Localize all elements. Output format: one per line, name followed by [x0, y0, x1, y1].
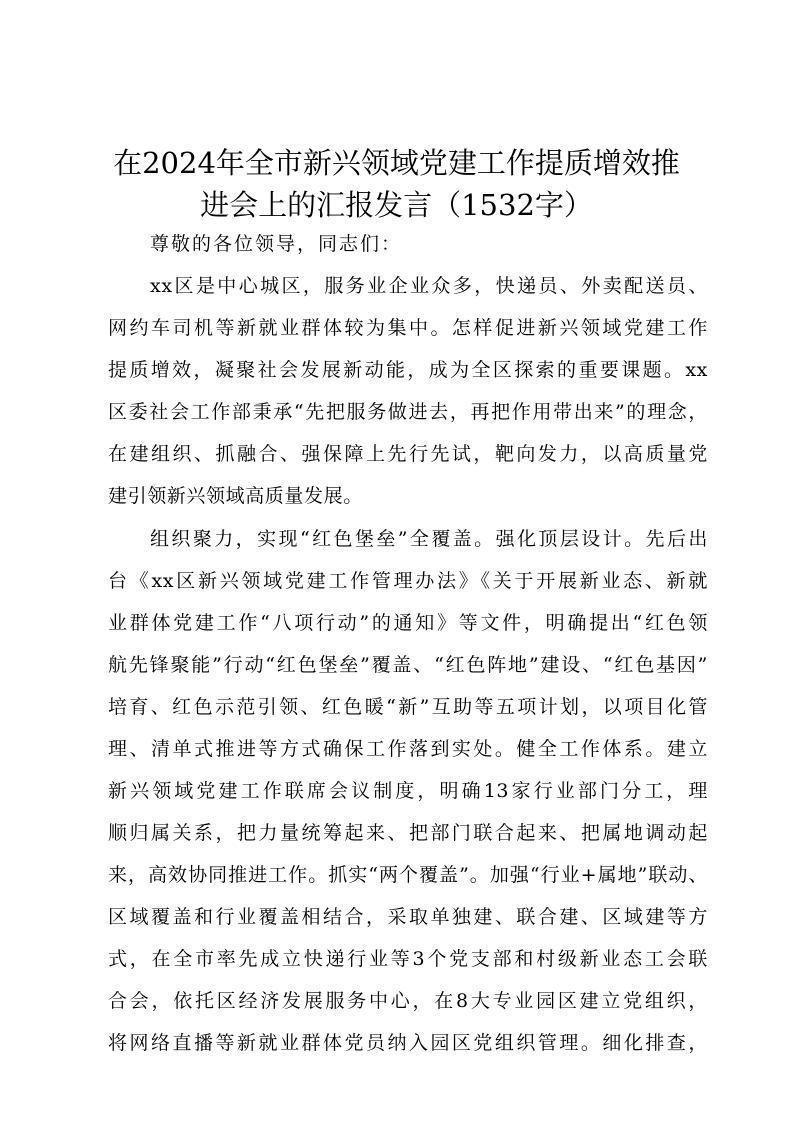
- paragraph-2-line: 理、清单式推进等方式确保工作落到实处。健全工作体系。建立: [108, 738, 708, 760]
- paragraph-1-line: 提质增效，凝聚社会发展新动能，成为全区探索的重要课题。xx: [108, 359, 708, 381]
- paragraph-1-line: xx区是中心城区，服务业企业众多，快递员、外卖配送员、: [150, 275, 708, 297]
- paragraph-2-line: 组织聚力，实现“红色堡垒”全覆盖。强化顶层设计。先后出: [150, 528, 708, 550]
- paragraph-2-line: 顺归属关系，把力量统筹起来、把部门联合起来、把属地调动起: [108, 822, 708, 844]
- paragraph-2-line: 台《xx区新兴领域党建工作管理办法》《关于开展新业态、新就: [108, 570, 708, 592]
- paragraph-1-line: 网约车司机等新就业群体较为集中。怎样促进新兴领域党建工作: [108, 317, 708, 339]
- paragraph-2-line: 式，在全市率先成立快递行业等3个党支部和村级新业态工会联: [108, 948, 708, 970]
- document-title-line-2: 进会上的汇报发言（1532字）: [200, 188, 593, 222]
- paragraph-2-line: 新兴领域党建工作联席会议制度，明确13家行业部门分工，理: [108, 780, 708, 802]
- salutation: 尊敬的各位领导，同志们：: [150, 233, 403, 255]
- paragraph-2-line: 将网络直播等新就业群体党员纳入园区党组织管理。细化排查，: [108, 1032, 708, 1054]
- paragraph-2-line: 来，高效协同推进工作。抓实“两个覆盖”。加强“行业+属地”联动、: [108, 864, 708, 886]
- paragraph-1-line: 在建组织、抓融合、强保障上先行先试，靶向发力，以高质量党: [108, 443, 708, 465]
- paragraph-2-line: 培育、红色示范引领、红色暖“新”互助等五项计划，以项目化管: [108, 696, 708, 718]
- paragraph-1-line: 区委社会工作部秉承“先把服务做进去，再把作用带出来”的理念，: [108, 401, 708, 423]
- document-title-line-1: 在2024年全市新兴领域党建工作提质增效推: [113, 146, 680, 180]
- paragraph-2-line: 业群体党建工作“八项行动”的通知》等文件，明确提出“红色领: [108, 612, 708, 634]
- paragraph-2-line: 航先锋聚能”行动“红色堡垒”覆盖、“红色阵地”建设、“红色基因”: [108, 654, 708, 676]
- paragraph-2-line: 合会，依托区经济发展服务中心，在8大专业园区建立党组织，: [108, 990, 708, 1012]
- paragraph-2-line: 区域覆盖和行业覆盖相结合，采取单独建、联合建、区域建等方: [108, 906, 708, 928]
- paragraph-1-line: 建引领新兴领域高质量发展。: [108, 485, 363, 507]
